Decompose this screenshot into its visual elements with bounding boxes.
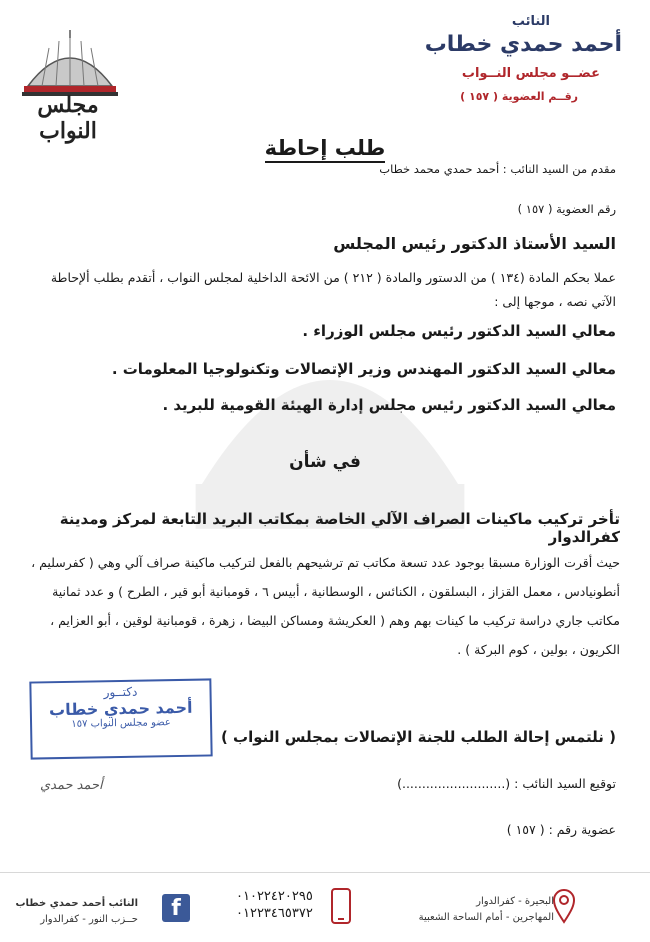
- stamp-line-1: دكتــور: [103, 684, 138, 700]
- footer-party: حــزب النور - كفرالدوار: [40, 914, 138, 925]
- facebook-icon[interactable]: f: [162, 894, 190, 922]
- document-title: [0, 136, 650, 160]
- addressee-1: معالي السيد الدكتور رئيس مجلس الوزراء .: [302, 322, 616, 340]
- membership-line: رقم العضوية ( ١٥٧ ): [517, 202, 616, 216]
- official-stamp: [29, 678, 212, 759]
- mp-name: أحمد حمدي خطاب: [424, 32, 622, 57]
- stamp-line-3: عضو مجلس النواب ١٥٧: [71, 717, 171, 730]
- addressee-2: معالي السيد الدكتور المهندس وزير الإتصالات وتكنولوجيا المعلومات .: [111, 360, 616, 378]
- stamp-line-2: أحمد حمدي خطاب: [48, 697, 193, 720]
- membership-footer: عضوية رقم : ( ١٥٧ ): [506, 822, 616, 837]
- signature-line: توقيع السيد النائب : (..........................): [397, 776, 616, 791]
- salutation: السيد الأستاذ الدكتور رئيس المجلس: [333, 234, 616, 253]
- location-pin-icon: [552, 888, 576, 924]
- mp-membership-number: رقــم العضوية ( ١٥٧ ): [460, 90, 578, 103]
- document-title-text: طلب إحاطة: [265, 136, 386, 163]
- footer-phone-1: ٠١٠٢٢٤٢٠٢٩٥: [236, 889, 313, 904]
- footer-address-1: البحيرة - كفرالدوار: [476, 896, 554, 907]
- mobile-phone-icon: [330, 888, 352, 924]
- subject-line: تأخر تركيب ماكينات الصراف الآلي الخاصة بمكاتب البريد التابعة لمركز ومدينة كفرالدوار: [59, 510, 620, 546]
- intro-paragraph: عملا بحكم المادة (١٣٤ ) من الدستور والمادة ( ٢١٢ ) من الائحة الداخلية لمجلس النواب ، أتقدم بطلب ألإحاطة الآتي نصه ، موجها إلى :: [50, 270, 616, 309]
- footer-mp-name: النائب أحمد حمدي خطاب: [15, 898, 138, 909]
- addressee-3: معالي السيد الدكتور رئيس مجلس إدارة الهيئة القومية للبريد .: [162, 396, 616, 414]
- footer-divider: [0, 872, 650, 873]
- mp-member-label: عضــو مجلس النــواب: [461, 66, 600, 81]
- details-paragraph: حيث أقرت الوزارة مسبقا بوجود عدد تسعة مكاتب تم ترشيحهم بالفعل لتركيب ماكينة صراف آلي وهي ( كفرسليم ، أنطونيادس ، معمل القزاز ، البسلقون ، الكنائس ، الوسطانية ، أبيس ٦ ، قومبانية أبو قير ، الطرح ) و عدد ثمانية مكاتب جاري دراسة تركيب ما كينات بهم وهم ( العكريشة ومساكن البيضا ، زهرة ، قومبانية لوقين ، أبو العزايم ، الكريون ، بولين ، كوم البركة ) .: [31, 555, 620, 657]
- request-line: ( نلتمس إحالة الطلب للجنة الإتصالات بمجلس النواب ): [220, 728, 616, 746]
- logo-text: مجلس النواب: [37, 92, 99, 144]
- submitter-line: مقدم من السيد النائب : أحمد حمدي محمد خطاب: [379, 162, 616, 176]
- signature-scribble: أحمد حمدي: [40, 778, 103, 793]
- footer-address-2: المهاجرين - أمام الساحة الشعبية: [418, 912, 554, 923]
- footer-phone-2: ٠١٢٢٣٤٦٥٣٧٢: [236, 906, 313, 921]
- mp-title: النائب: [511, 14, 550, 29]
- subject-heading: في شأن: [289, 452, 361, 472]
